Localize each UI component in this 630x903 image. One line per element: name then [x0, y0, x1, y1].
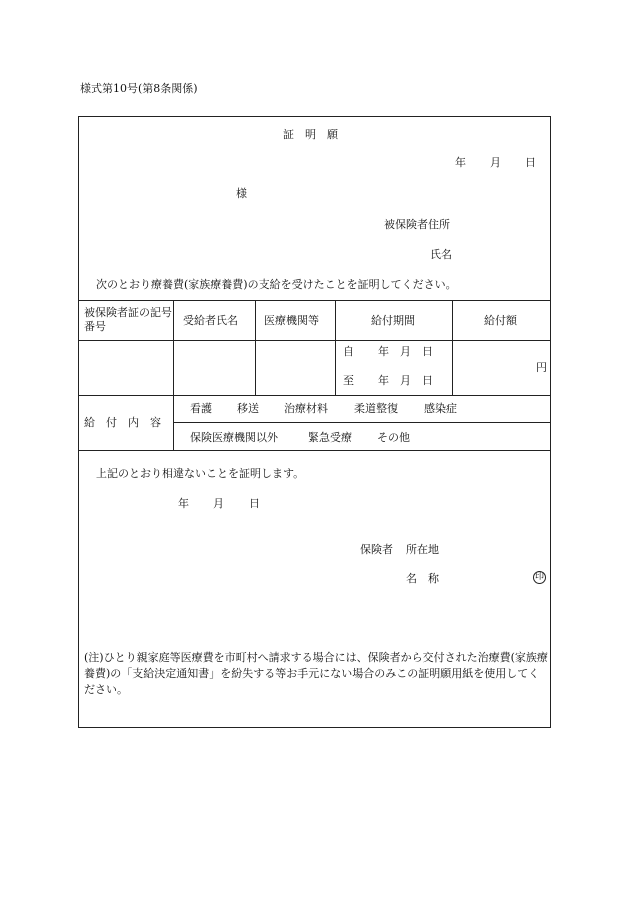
- table-top-line: [78, 300, 551, 301]
- header-recipient-name: 受給者氏名: [183, 314, 238, 327]
- name-label: 名 称: [406, 572, 439, 585]
- benefit-infection: 感染症: [424, 402, 457, 415]
- col-line-2: [255, 300, 256, 395]
- benefit-other: その他: [377, 431, 410, 444]
- insured-address-label: 被保険者住所: [384, 218, 450, 231]
- request-text: 次のとおり療養費(家族療養費)の支給を受けたことを証明してください。: [96, 278, 457, 291]
- header-benefit-amount: 給付額: [484, 314, 517, 327]
- form-number: 様式第10号(第8条関係): [80, 82, 198, 95]
- period-to-label: 至: [343, 374, 354, 387]
- seal-mark: 印: [534, 572, 544, 582]
- date-day-label: 日: [525, 156, 536, 169]
- col-line-3: [335, 300, 336, 395]
- date-month-label: 月: [490, 156, 501, 169]
- table-body-line: [78, 395, 551, 396]
- col-line-4: [452, 300, 453, 395]
- insurer-label: 保険者: [360, 543, 393, 556]
- benefit-bottom-line: [78, 450, 551, 451]
- location-label: 所在地: [406, 543, 439, 556]
- cert-day-label: 日: [249, 497, 260, 510]
- benefit-nursing: 看護: [190, 402, 212, 415]
- footnote: (注)ひとり親家庭等医療費を市町村へ請求する場合には、保険者から交付された治療費(家族療養費)の「支給決定通知書」を紛失する等お手元にない場合のみこの証明願用紙を使用してください。: [84, 651, 548, 696]
- header-medical-institution: 医療機関等: [264, 314, 319, 327]
- certify-text: 上記のとおり相違ないことを証明します。: [96, 467, 305, 480]
- insured-name-label: 氏名: [430, 248, 452, 261]
- table-header-line: [78, 340, 551, 341]
- date-year-label: 年: [455, 156, 466, 169]
- header-insurance-card-number: 被保険者証の記号番号: [84, 306, 172, 333]
- period-from-label: 自: [343, 345, 354, 358]
- benefit-judo-therapy: 柔道整復: [354, 402, 398, 415]
- cert-year-label: 年: [178, 497, 189, 510]
- benefit-non-insured-institution: 保険医療機関以外: [190, 431, 278, 444]
- benefit-treatment-materials: 治療材料: [284, 402, 328, 415]
- period-from-ymd: 年 月 日: [378, 345, 433, 358]
- header-benefit-period: 給付期間: [371, 314, 415, 327]
- page-title: 証 明 願: [283, 128, 338, 141]
- benefit-emergency: 緊急受療: [308, 431, 352, 444]
- benefit-transport: 移送: [237, 402, 259, 415]
- benefit-mid-line: [173, 422, 551, 423]
- currency-unit: 円: [536, 361, 547, 374]
- benefit-content-label: 給 付 内 容: [84, 416, 161, 429]
- addressee-suffix: 様: [236, 187, 247, 200]
- cert-month-label: 月: [213, 497, 224, 510]
- period-to-ymd: 年 月 日: [378, 374, 433, 387]
